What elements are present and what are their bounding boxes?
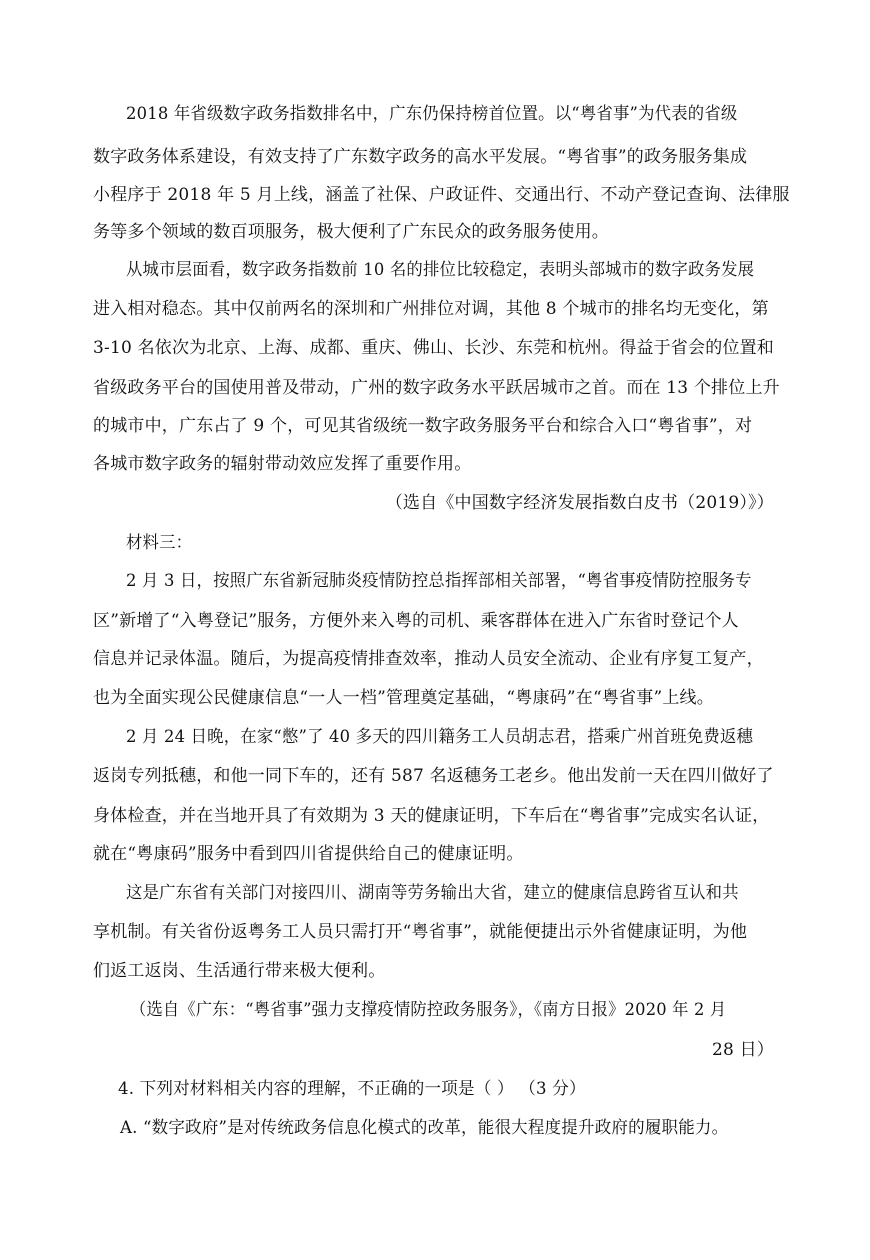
paragraph-line: 务等多个领域的数百项服务，极大便利了广东民众的政务服务使用。 (93, 222, 609, 242)
section-heading: 材料三： (126, 533, 193, 553)
paragraph-line: 进入相对稳态。其中仅前两名的深圳和广州排位对调，其他 8 个城市的排名均无变化，第 (93, 299, 769, 319)
paragraph-line: 各城市数字政务的辐射带动效应发挥了重要作用。 (93, 454, 472, 474)
question-stem: 4. 下列对材料相关内容的理解，不正确的一项是（ ） （3 分） (118, 1079, 586, 1099)
paragraph-line: 身体检查，并在当地开具了有效期为 3 天的健康证明，下车后在“粤省事”完成实名认证， (93, 806, 770, 826)
question-option-a: A. “数字政府”是对传统政务信息化模式的改革，能很大程度提升政府的履职能力。 (120, 1118, 729, 1138)
paragraph-line: 们返工返岗、生活通行带来极大便利。 (93, 961, 386, 981)
paragraph-line: 2 月 3 日，按照广东省新冠肺炎疫情防控总指挥部相关部署，“粤省事疫情防控服务专 (126, 571, 752, 591)
paragraph-line: 2018 年省级数字政务指数排名中，广东仍保持榜首位置。以“粤省事”为代表的省级 (126, 104, 738, 124)
paragraph-line: 从城市层面看，数字政务指数前 10 名的排位比较稳定，表明头部城市的数字政务发展 (126, 260, 755, 280)
source-citation-continued: 28 日） (711, 1040, 774, 1060)
paragraph-line: 2 月 24 日晚，在家“憋”了 40 多天的四川籍务工人员胡志君，搭乘广州首班免费返穗 (126, 727, 754, 747)
paragraph-line: 信息并记录体温。随后，为提高疫情排查效率，推动人员安全流动、企业有序复工复产， (93, 649, 764, 669)
paragraph-line: 小程序于 2018 年 5 月上线，涵盖了社保、户政证件、交通出行、不动产登记查询、法律服 (93, 185, 790, 205)
source-citation: （选自《中国数字经济发展指数白皮书（2019）》） (385, 493, 774, 513)
paragraph-line: 的城市中，广东占了 9 个，可见其省级统一数字政务服务平台和综合入口“粤省事”，对 (93, 416, 753, 436)
paragraph-line: 区”新增了“入粤登记”服务，方便外来入粤的司机、乘客群体在进入广东省时登记个人 (93, 611, 739, 631)
paragraph-line: 数字政务体系建设，有效支持了广东数字政务的高水平发展。“粤省事”的政务服务集成 (93, 147, 748, 167)
paragraph-line: 返岗专列抵穗，和他一同下车的，还有 587 名返穗务工老乡。他出发前一天在四川做好了 (93, 766, 774, 786)
source-citation: （选自《广东：“粤省事”强力支撑疫情防控政务服务》，《南方日报》2020 年 2 月 (130, 1000, 727, 1020)
paragraph-line: 就在“粤康码”服务中看到四川省提供给自己的健康证明。 (93, 844, 524, 864)
paragraph-line: 享机制。有关省份返粤务工人员只需打开“粤省事”，就能便捷出示外省健康证明，为他 (93, 922, 748, 942)
paragraph-line: 这是广东省有关部门对接四川、湖南等劳务输出大省，建立的健康信息跨省互认和共 (126, 883, 739, 903)
paragraph-line: 3-10 名依次为北京、上海、成都、重庆、佛山、长沙、东莞和杭州。得益于省会的位置和 (93, 338, 774, 358)
paragraph-line: 也为全面实现公民健康信息“一人一档”管理奠定基础，“粤康码”在“粤省事”上线。 (93, 688, 714, 708)
paragraph-line: 省级政务平台的国使用普及带动，广州的数字政务水平跃居城市之首。而在 13 个排位上升 (93, 378, 780, 398)
